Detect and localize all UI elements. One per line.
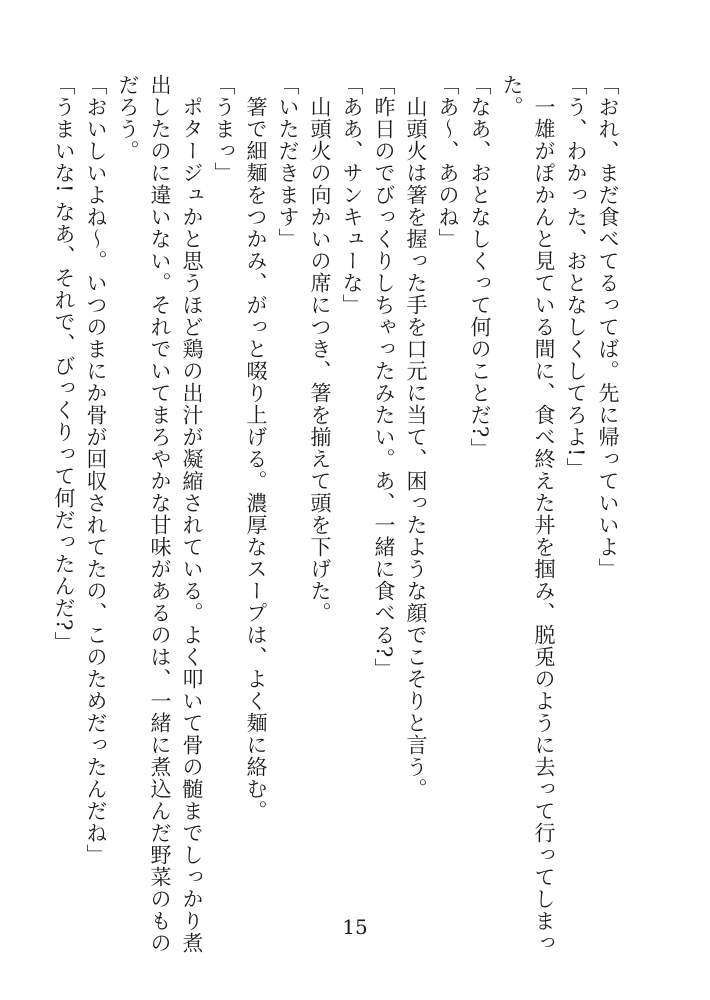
text-line: だろう。 (116, 74, 140, 162)
text-line: 「うまっ」 (212, 74, 236, 184)
text-line: 「ああ、サンキューな」 (340, 74, 364, 316)
text-line: 「いただきます」 (276, 74, 300, 250)
text-line: 「昨日のでびっくりしちゃったみたい。あ、一緒に食べる?」 (372, 74, 396, 681)
text-line: 箸で細麺をつかみ、がっと啜り上げる。濃厚なスープは、よく麺に絡む。 (244, 74, 268, 822)
text-line: 山頭火は箸を握った手を口元に当て、困ったような顔でこそりと言う。 (404, 74, 428, 800)
text-line: 一雄がぽかんと見ている間に、食べ終えた丼を掴み、脱兎のように去って行ってしまっ (532, 74, 556, 954)
text-line: 出したのに違いない。それでいてまろやかな甘味があるのは、一緒に煮込んだ野菜のもの (148, 74, 172, 954)
text-line: た。 (500, 74, 524, 118)
text-line: 「う、わかった、おとなしくしてろよ!」 (564, 74, 588, 480)
text-line: 「おいしいよね〜。いつのまにか骨が回収されてたの、このためだったんだね」 (84, 74, 108, 866)
text-line: 「おれ、まだ食べてるってば。先に帰っていいよ」 (596, 74, 620, 580)
page-number: 15 (342, 915, 368, 939)
text-line: 山頭火の向かいの席につき、箸を揃えて頭を下げた。 (308, 74, 332, 624)
text-line: 「なあ、おとなしくって何のことだ?」 (468, 74, 492, 461)
text-line: 「うまいな! なあ、それで、びっくりって何だったんだ?」 (52, 74, 76, 654)
text-line: 「あ〜、あのね」 (436, 74, 460, 250)
text-line: ポタージュかと思うほど鶏の出汁が凝縮されている。よく叩いて骨の髄までしっかり煮 (180, 74, 204, 954)
